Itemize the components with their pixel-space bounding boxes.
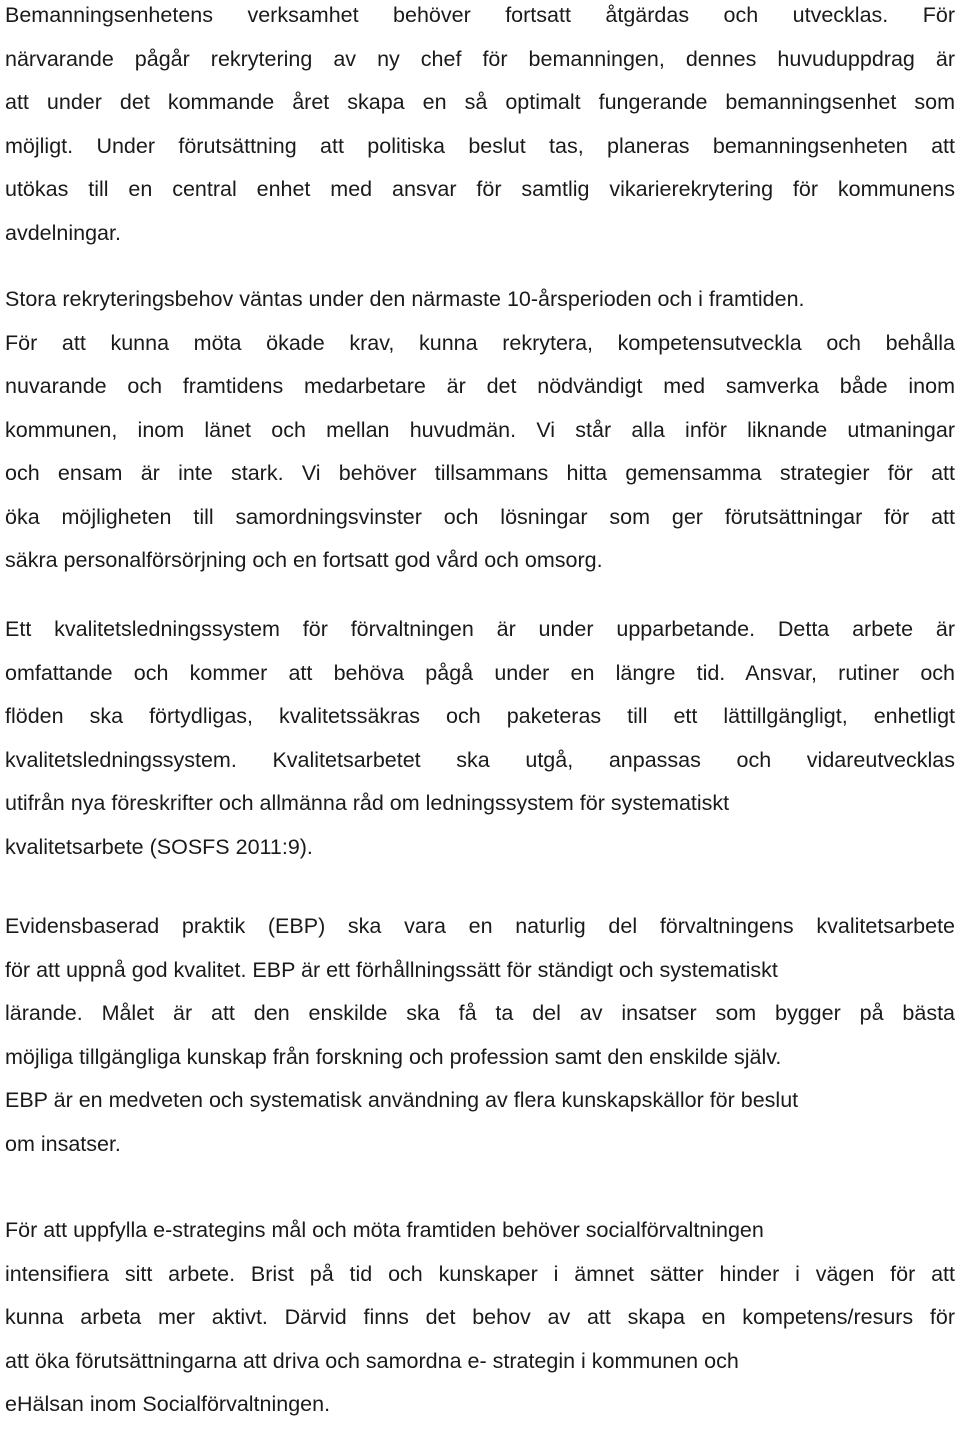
text-line: öka möjligheten till samordningsvinster och lösningar som ger förutsättningar för att [5,505,955,529]
text-line: möjliga tillgängliga kunskap från forskning och profession samt den enskilde själv. [5,1045,782,1069]
text-line: att öka förutsättningarna att driva och samordna e- strategin i kommunen och [5,1349,739,1373]
text-line: omfattande och kommer att behöva pågå under en längre tid. Ansvar, rutiner och [5,661,955,685]
text-line: För att kunna möta ökade krav, kunna rekrytera, kompetensutveckla och behålla [5,331,955,355]
text-line: intensifiera sitt arbete. Brist på tid och kunskaper i ämnet sätter hinder i vägen för att [5,1262,955,1286]
text-line: utökas till en central enhet med ansvar för samtlig vikarierekrytering för kommunens [5,177,955,201]
text-line: Evidensbaserad praktik (EBP) ska vara en naturlig del förvaltningens kvalitetsarbete [5,914,955,938]
text-line: för att uppnå god kvalitet. EBP är ett förhållningssätt för ständigt och systematiskt [5,958,778,982]
text-line: nuvarande och framtidens medarbetare är det nödvändigt med samverka både inom [5,374,955,398]
text-line: kvalitetsarbete (SOSFS 2011:9). [5,835,313,859]
text-line: eHälsan inom Socialförvaltningen. [5,1392,331,1416]
text-line: möjligt. Under förutsättning att politiska beslut tas, planeras bemanningsenheten att [5,134,955,158]
text-line: avdelningar. [5,221,121,245]
text-line: närvarande pågår rekrytering av ny chef för bemanningen, dennes huvuduppdrag är [5,47,955,71]
text-line: kvalitetsledningssystem. Kvalitetsarbetet ska utgå, anpassas och vidareutvecklas [5,748,955,772]
text-line: Bemanningsenhetens verksamhet behöver fortsatt åtgärdas och utvecklas. För [5,3,955,27]
text-line: Ett kvalitetsledningssystem för förvaltningen är under upparbetande. Detta arbete är [5,617,955,641]
text-line: kommunen, inom länet och mellan huvudmän. Vi står alla inför liknande utmaningar [5,418,955,442]
text-line: Stora rekryteringsbehov väntas under den närmaste 10-årsperioden och i framtiden. [5,287,805,311]
text-line: utifrån nya föreskrifter och allmänna råd om ledningssystem för systematiskt [5,791,730,815]
text-line: att under det kommande året skapa en så optimalt fungerande bemanningsenhet som [5,90,955,114]
text-line: om insatser. [5,1132,121,1156]
text-line: kunna arbeta mer aktivt. Därvid finns det behov av att skapa en kompetens/resurs för [5,1305,955,1329]
text-line: EBP är en medveten och systematisk användning av flera kunskapskällor för beslut [5,1088,799,1112]
text-line: flöden ska förtydligas, kvalitetssäkras och paketeras till ett lättillgängligt, enhetligt [5,704,955,728]
text-line: säkra personalförsörjning och en fortsatt god vård och omsorg. [5,548,603,572]
text-line: och ensam är inte stark. Vi behöver tillsammans hitta gemensamma strategier för att [5,461,955,485]
text-line: lärande. Målet är att den enskilde ska få ta del av insatser som bygger på bästa [5,1001,955,1025]
text-line: För att uppfylla e-strategins mål och möta framtiden behöver socialförvaltningen [5,1218,764,1242]
